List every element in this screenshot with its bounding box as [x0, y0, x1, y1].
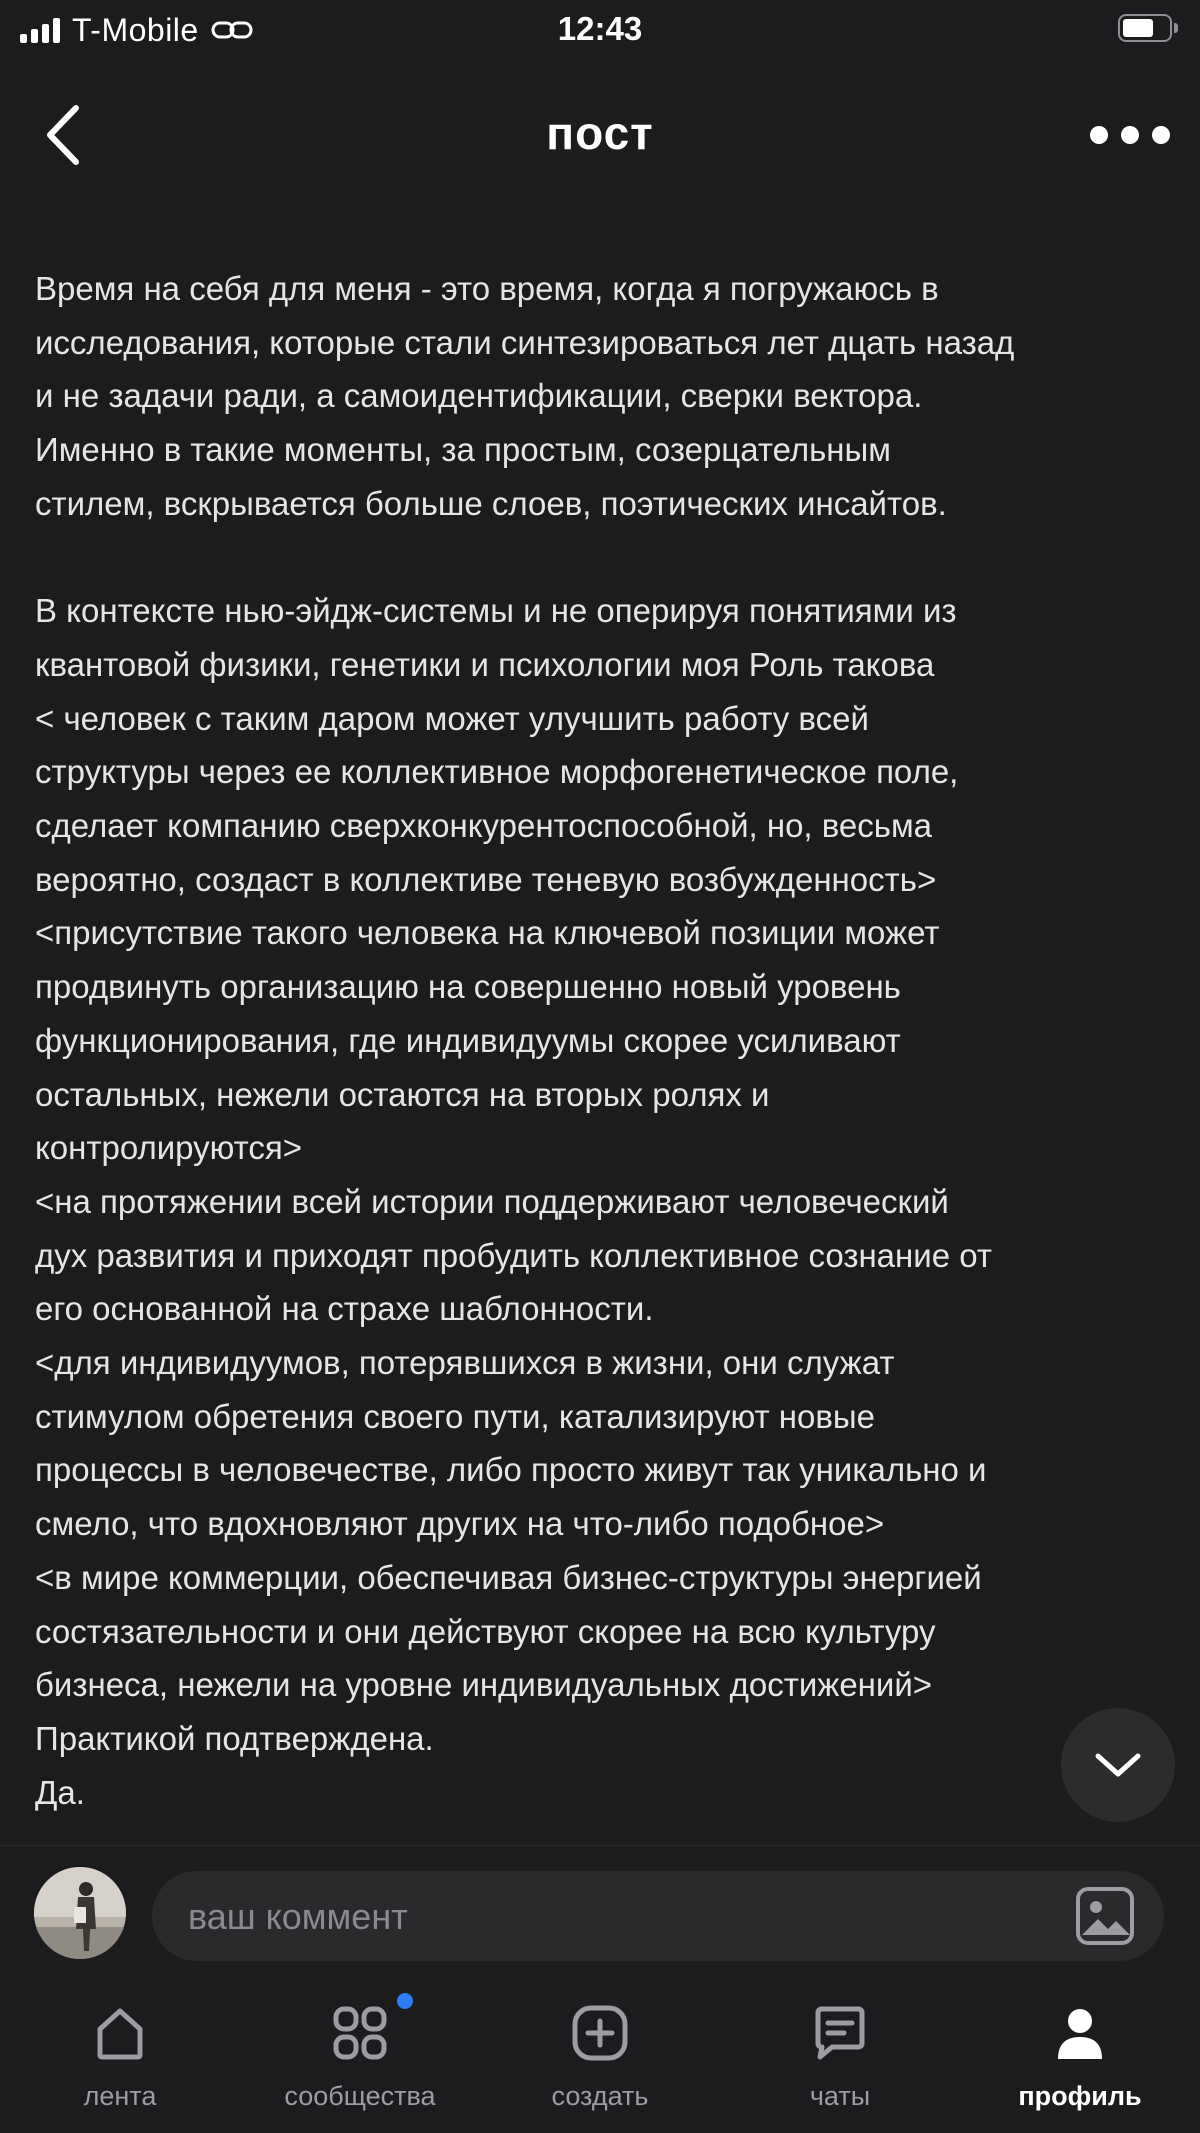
header	[0, 70, 1200, 195]
tab-chats[interactable]	[720, 1983, 960, 2133]
tab-label: создать	[551, 2081, 649, 2111]
status-time: 12:43	[557, 10, 643, 47]
more-options-button[interactable]	[1090, 120, 1170, 150]
avatar-image	[34, 1867, 126, 1959]
more-horizontal-icon	[1090, 126, 1108, 144]
chat-icon	[810, 2003, 870, 2063]
status-bar	[0, 0, 1200, 62]
battery-icon	[1118, 14, 1178, 44]
scroll-down-button[interactable]	[1061, 1708, 1175, 1822]
image-icon	[1074, 1885, 1136, 1947]
page-title: пост	[546, 107, 654, 159]
tab-feed[interactable]	[0, 1983, 240, 2133]
attach-image-button[interactable]	[1074, 1885, 1136, 1947]
tab-label: профиль	[1018, 2081, 1142, 2111]
tab-bar	[0, 1983, 1200, 2133]
notification-dot	[397, 1993, 413, 2009]
carrier-name: T-Mobile	[72, 11, 199, 48]
tab-profile[interactable]	[960, 1983, 1200, 2133]
comment-bar	[0, 1845, 1200, 1981]
post-body	[35, 262, 1170, 1819]
comment-input-container	[152, 1871, 1164, 1961]
home-icon	[90, 2003, 150, 2063]
chevron-down-icon	[1094, 1750, 1142, 1780]
tab-communities[interactable]	[240, 1983, 480, 2133]
post-paragraph-1: Время на себя для меня - это время, когда я погружаюсь в исследования, которые стали синтезироваться лет дцать назад и не задачи ради, а самоидентификации, сверки вектора. Именно в такие моменты, за простым, созерцательным стилем, вскрывается больше слоев, поэтических инсайтов.	[35, 270, 1015, 522]
avatar[interactable]	[34, 1867, 126, 1959]
tab-label: сообщества	[284, 2081, 436, 2111]
comment-input[interactable]	[186, 1871, 1010, 1963]
tab-label: чаты	[809, 2081, 871, 2111]
tab-label: лента	[83, 2081, 157, 2111]
tab-create[interactable]	[480, 1983, 720, 2133]
profile-icon	[1050, 2003, 1110, 2063]
post-paragraph-2: В контексте нью-эйдж-системы и не оперируя понятиями из квантовой физики, генетики и психологии моя Роль такова < человек с таким даром может улучшить работу всей структуры через ее коллективное морфогенетическое поле, сделает компанию сверхконкурентоспособной, но, весьма вероятно, создаст в коллективе теневую возбужденность> <присутствие такого человека на ключевой позиции может продвинуть организацию на совершенно новый уровень функционирования, где индивидуумы скорее усиливают остальных, нежели остаются на вторых ролях и контролируются> <на протяжении всей истории поддерживают человеческий дух развития и приходят пробудить коллективное сознание от его основанной на страхе шаблонности. <для индивидуумов, потерявшихся в жизни, они служат стимулом обретения своего пути, катализируют новые процессы в человечестве, либо просто живут так уникально и смело, что вдохновляют других на что-либо подобное> <в мире коммерции, обеспечивая бизнес-структуры энергией состязательности и они действуют скорее на всю культуру бизнеса, нежели на уровне индивидуальных достижений> Практикой подтверждена. Да.	[35, 592, 992, 1811]
plus-square-icon	[570, 2003, 630, 2063]
grid-icon	[330, 2003, 390, 2063]
